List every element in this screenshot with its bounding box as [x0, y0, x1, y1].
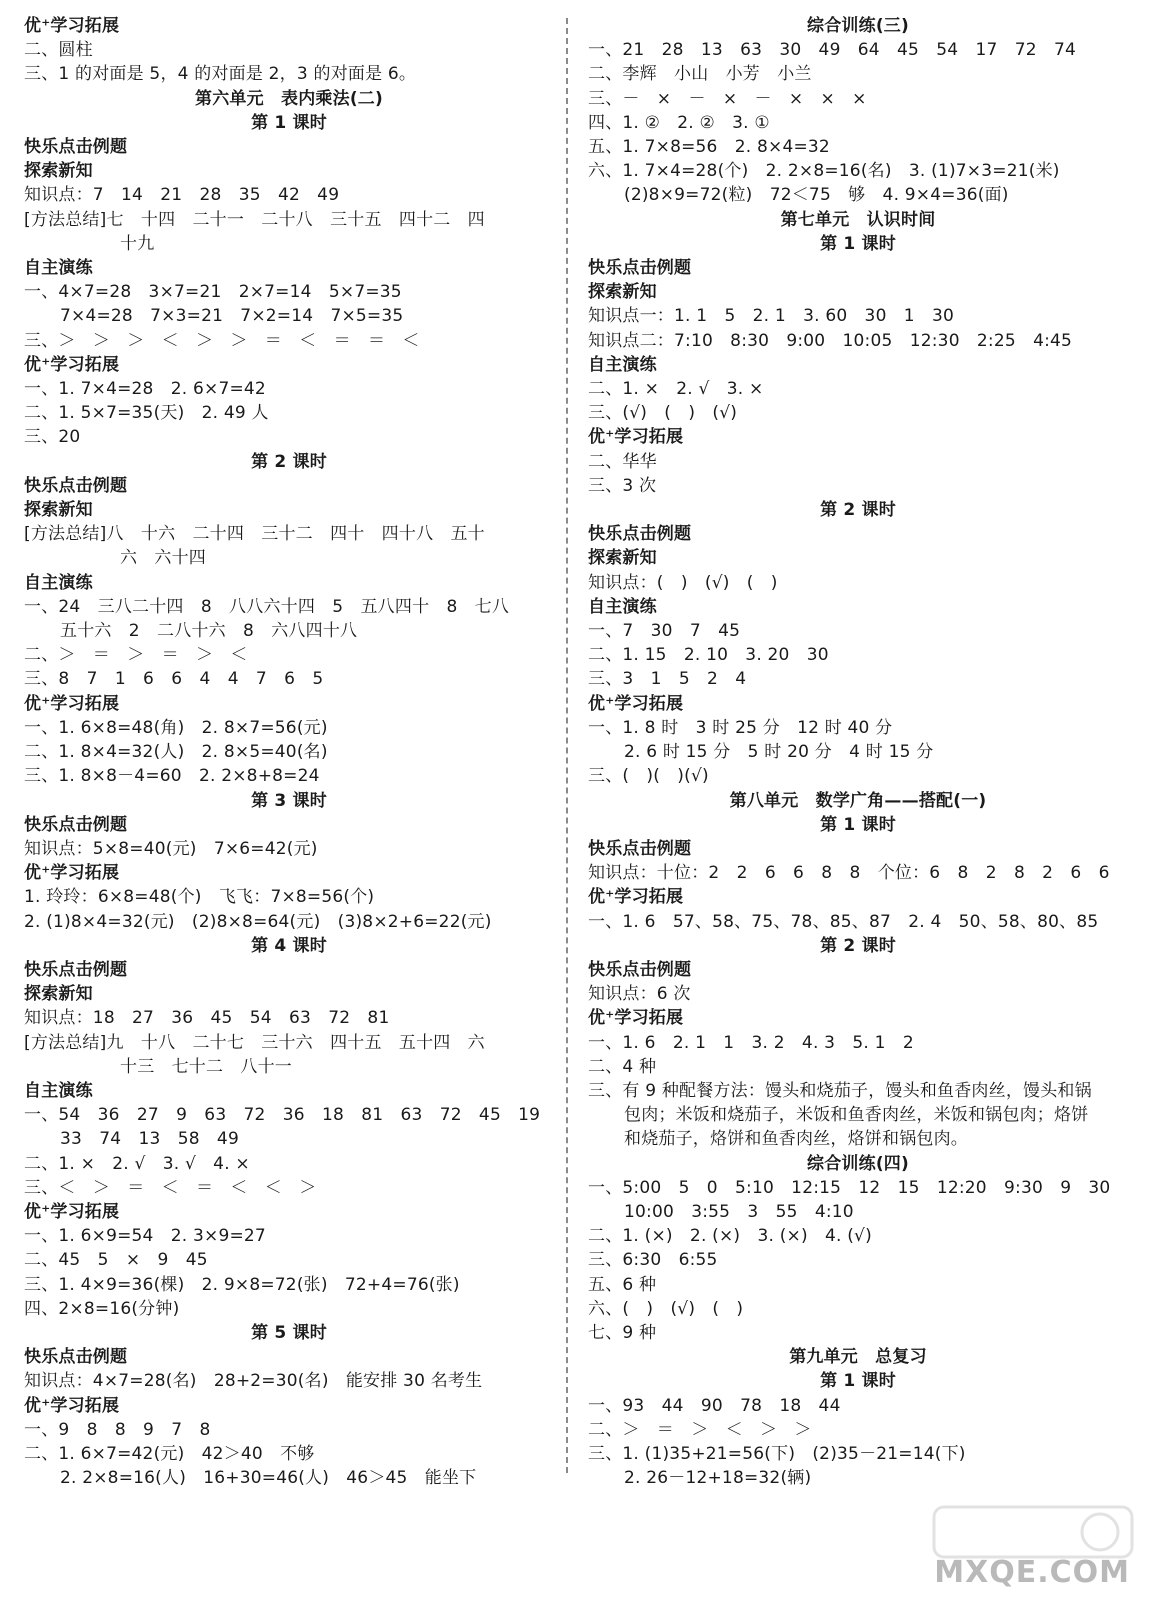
right-section-label: 探索新知 — [588, 282, 657, 303]
left-line: 二、45 5 × 9 45 — [24, 1250, 208, 1271]
left-line: 三、1 的对面是 5，4 的对面是 2，3 的对面是 6。 — [24, 64, 417, 85]
right-heading: 第 1 课时 — [820, 1371, 896, 1392]
right-line: 六、1. 7×4=28(个) 2. 2×8=16(名) 3. (1)7×3=21(米) — [588, 161, 1060, 182]
right-line: 知识点：6 次 — [588, 984, 691, 1005]
left-line: 一、9 8 8 9 7 8 — [24, 1419, 211, 1440]
right-line: 四、1. ② 2. ② 3. ① — [588, 112, 770, 133]
right-line: 知识点二：7:10 8:30 9:00 10:05 12:30 2:25 4:45 — [588, 330, 1073, 351]
left-section-label: 自主演练 — [24, 258, 93, 279]
right-line: 10:00 3:55 3 55 4:10 — [624, 1201, 854, 1222]
left-line: 二、1. × 2. √ 3. √ 4. × — [24, 1153, 250, 1174]
right-section-label: 快乐点击例题 — [588, 524, 692, 545]
left-line: 知识点：18 27 36 45 54 63 72 81 — [24, 1008, 390, 1029]
left-line: 五十六 2 二八十六 8 六八四十八 — [60, 621, 358, 642]
left-heading: 第 1 课时 — [251, 112, 327, 133]
right-heading: 综合训练(四) — [807, 1153, 909, 1174]
left-column — [24, 14, 554, 1490]
left-line: [方法总结]八 十六 二十四 三十二 四十 四十八 五十 — [24, 524, 485, 545]
left-line: 7×4=28 7×3=21 7×2=14 7×5=35 — [60, 306, 404, 327]
right-heading: 第 1 课时 — [820, 814, 896, 835]
left-line: 一、1. 7×4=28 2. 6×7=42 — [24, 379, 266, 400]
left-section-label: 快乐点击例题 — [24, 1347, 128, 1368]
left-line: 二、1. 8×4=32(人) 2. 8×5=40(名) — [24, 742, 328, 763]
right-line: 三、有 9 种配餐方法：馒头和烧茄子，馒头和鱼香肉丝，馒头和锅 — [588, 1080, 1092, 1101]
left-line: 二、1. 6×7=42(元) 42＞40 不够 — [24, 1443, 315, 1464]
right-line: 七、9 种 — [588, 1322, 657, 1343]
right-line: 知识点：十位：2 2 6 6 8 8 个位：6 8 2 8 2 6 6 — [588, 863, 1110, 884]
right-line: 知识点一：1. 1 5 2. 1 3. 60 30 1 30 — [588, 306, 955, 327]
left-section-label: 探索新知 — [24, 161, 93, 182]
left-section-label: 优⁺学习拓展 — [24, 693, 120, 714]
left-line: 33 74 13 58 49 — [60, 1129, 239, 1150]
left-line: 三、＞ ＞ ＞ ＜ ＞ ＞ ＝ ＜ ＝ ＝ ＜ — [24, 330, 420, 351]
right-line: 2. 26－12+18=32(辆) — [624, 1468, 812, 1489]
left-section-label: 优⁺学习拓展 — [24, 1201, 120, 1222]
right-line: 五、6 种 — [588, 1274, 657, 1295]
left-line: 1. 玲玲：6×8=48(个) 飞飞：7×8=56(个) — [24, 887, 375, 908]
left-heading: 第 2 课时 — [251, 451, 327, 472]
right-section-label: 优⁺学习拓展 — [588, 427, 684, 448]
left-section-label: 快乐点击例题 — [24, 959, 128, 980]
left-section-label: 优⁺学习拓展 — [24, 354, 120, 375]
right-section-label: 优⁺学习拓展 — [588, 1008, 684, 1029]
right-line: 一、1. 6 2. 1 1 3. 2 4. 3 5. 1 2 — [588, 1032, 914, 1053]
left-line: 二、圆柱 — [24, 40, 93, 61]
left-line: 2. (1)8×4=32(元) (2)8×8=64(元) (3)8×2+6=22(元) — [24, 911, 492, 932]
left-heading: 第 4 课时 — [251, 935, 327, 956]
left-line: 一、1. 6×8=48(角) 2. 8×7=56(元) — [24, 717, 328, 738]
right-line: (2)8×9=72(粒) 72＜75 够 4. 9×4=36(面) — [624, 185, 1009, 206]
left-line: [方法总结]九 十八 二十七 三十六 四十五 五十四 六 — [24, 1032, 485, 1053]
right-line: 二、4 种 — [588, 1056, 657, 1077]
left-section-label: 自主演练 — [24, 1080, 93, 1101]
right-line: 2. 6 时 15 分 5 时 20 分 4 时 15 分 — [624, 742, 934, 763]
left-line: 一、24 三八二十四 8 八八六十四 5 五八四十 8 七八 — [24, 596, 510, 617]
left-line: 十三 七十二 八十一 — [120, 1056, 292, 1077]
right-line: 一、1. 8 时 3 时 25 分 12 时 40 分 — [588, 717, 893, 738]
right-section-label: 快乐点击例题 — [588, 258, 692, 279]
left-line: 知识点：4×7=28(名) 28+2=30(名) 能安排 30 名考生 — [24, 1371, 483, 1392]
left-section-label: 优⁺学习拓展 — [24, 16, 120, 36]
right-line: 二、＞ ＝ ＞ ＜ ＞ ＞ — [588, 1419, 812, 1440]
right-line: 一、7 30 7 45 — [588, 621, 741, 642]
left-line: 三、8 7 1 6 6 4 4 7 6 5 — [24, 669, 324, 690]
left-section-label: 探索新知 — [24, 984, 93, 1005]
right-line: 二、1. (×) 2. (×) 3. (×) 4. (√) — [588, 1226, 872, 1247]
left-heading: 第 5 课时 — [251, 1322, 327, 1343]
right-column — [588, 14, 1128, 1490]
right-line: 三、( )( )(√) — [588, 766, 709, 787]
right-line: 二、华华 — [588, 451, 657, 472]
right-heading: 第九单元 总复习 — [789, 1347, 927, 1368]
left-line: 知识点：5×8=40(元) 7×6=42(元) — [24, 838, 318, 859]
right-section-label: 探索新知 — [588, 548, 657, 569]
left-line: 二、1. 5×7=35(天) 2. 49 人 — [24, 403, 269, 424]
left-line: 三、1. 8×8－4=60 2. 2×8+8=24 — [24, 766, 320, 787]
right-line: 五、1. 7×8=56 2. 8×4=32 — [588, 137, 830, 158]
left-line: 六 六十四 — [120, 548, 206, 569]
column-divider — [566, 18, 568, 1473]
right-line: 包肉；米饭和烧茄子，米饭和鱼香肉丝，米饭和锅包肉；烙饼 — [624, 1105, 1089, 1126]
right-section-label: 快乐点击例题 — [588, 959, 692, 980]
right-line: 和烧茄子，烙饼和鱼香肉丝，烙饼和锅包肉。 — [624, 1129, 968, 1150]
left-heading: 第六单元 表内乘法(二) — [195, 88, 383, 109]
left-line: 三、1. 4×9=36(棵) 2. 9×8=72(张) 72+4=76(张) — [24, 1274, 460, 1295]
right-line: 三、(√) ( ) (√) — [588, 403, 738, 424]
right-line: 一、21 28 13 63 30 49 64 45 54 17 72 74 — [588, 40, 1076, 61]
left-line: 知识点：7 14 21 28 35 42 49 — [24, 185, 340, 206]
right-section-label: 优⁺学习拓展 — [588, 693, 684, 714]
right-heading: 第 2 课时 — [820, 935, 896, 956]
right-line: 一、5:00 5 0 5:10 12:15 12 15 12:20 9:30 9 30 — [588, 1177, 1111, 1198]
left-section-label: 自主演练 — [24, 572, 93, 593]
left-section-label: 优⁺学习拓展 — [24, 863, 120, 884]
left-line: 三、20 — [24, 427, 81, 448]
right-heading: 综合训练(三) — [807, 16, 909, 36]
right-line: 三、6:30 6:55 — [588, 1250, 718, 1271]
right-line: 知识点：( ) (√) ( ) — [588, 572, 778, 593]
right-heading: 第 1 课时 — [820, 233, 896, 254]
right-section-label: 自主演练 — [588, 354, 657, 375]
left-line: 二、＞ ＝ ＞ ＝ ＞ ＜ — [24, 645, 248, 666]
left-line: 十九 — [120, 233, 155, 254]
left-line: 一、4×7=28 3×7=21 2×7=14 5×7=35 — [24, 282, 402, 303]
left-section-label: 快乐点击例题 — [24, 814, 128, 835]
right-heading: 第八单元 数学广角——搭配(一) — [729, 790, 987, 811]
left-section-label: 优⁺学习拓展 — [24, 1395, 120, 1416]
right-section-label: 优⁺学习拓展 — [588, 887, 684, 908]
right-line: 三、3 1 5 2 4 — [588, 669, 747, 690]
right-line: 二、李辉 小山 小芳 小兰 — [588, 64, 812, 85]
right-section-label: 快乐点击例题 — [588, 838, 692, 859]
left-line: 三、＜ ＞ ＝ ＜ ＝ ＜ ＜ ＞ — [24, 1177, 317, 1198]
right-line: 六、( ) (√) ( ) — [588, 1298, 744, 1319]
left-section-label: 快乐点击例题 — [24, 137, 128, 158]
right-section-label: 自主演练 — [588, 596, 657, 617]
watermark-url: MXQE.COM — [934, 1555, 1130, 1590]
right-line: 三、3 次 — [588, 475, 657, 496]
right-heading: 第七单元 认识时间 — [780, 209, 936, 230]
right-line: 二、1. 15 2. 10 3. 20 30 — [588, 645, 829, 666]
left-line: 一、1. 6×9=54 2. 3×9=27 — [24, 1226, 266, 1247]
left-line: 2. 2×8=16(人) 16+30=46(人) 46＞45 能坐下 — [60, 1468, 477, 1489]
left-line: [方法总结]七 十四 二十一 二十八 三十五 四十二 四 — [24, 209, 485, 230]
left-line: 四、2×8=16(分钟) — [24, 1298, 180, 1319]
right-line: 三、1. (1)35+21=56(下) (2)35－21=14(下) — [588, 1443, 966, 1464]
right-heading: 第 2 课时 — [820, 500, 896, 521]
right-line: 三、－ × － × － × × × — [588, 88, 867, 109]
left-heading: 第 3 课时 — [251, 790, 327, 811]
right-line: 二、1. × 2. √ 3. × — [588, 379, 764, 400]
left-section-label: 探索新知 — [24, 500, 93, 521]
left-section-label: 快乐点击例题 — [24, 475, 128, 496]
left-line: 一、54 36 27 9 63 72 36 18 81 63 72 45 19 — [24, 1105, 541, 1126]
right-line: 一、93 44 90 78 18 44 — [588, 1395, 841, 1416]
right-line: 一、1. 6 57、58、75、78、85、87 2. 4 50、58、80、85 — [588, 911, 1099, 932]
